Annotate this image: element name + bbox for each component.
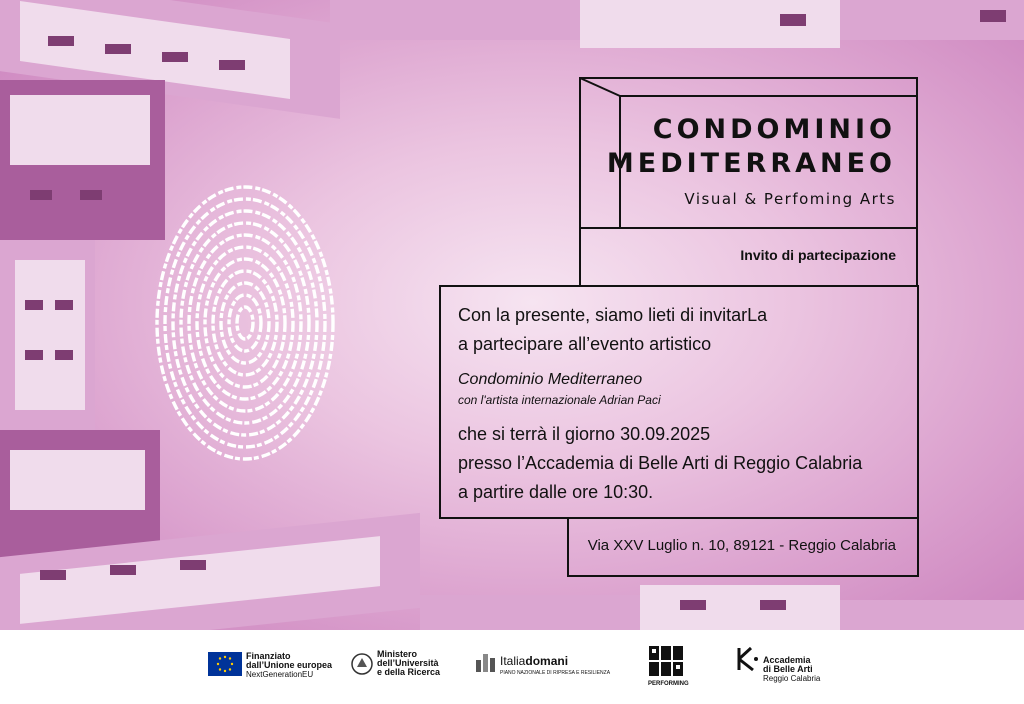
building-bottom-right (640, 585, 840, 630)
building-bottom-far-right (840, 600, 1024, 630)
performing-logo-icon (649, 646, 685, 678)
mur-emblem-icon (351, 652, 373, 676)
artist-line: con l'artista internazionale Adrian Paci (458, 393, 661, 407)
abarc-logo-icon (737, 646, 759, 672)
fingerprint-icon (150, 175, 340, 470)
footer-logos (0, 630, 1024, 704)
address: Via XXV Luglio n. 10, 89121 - Reggio Calabria (587, 537, 896, 554)
invite-line-2: a partecipare all’evento artistico (458, 334, 712, 354)
italiadomani-subtext: PIANO NAZIONALE DI RIPRESA E RESILIENZA (500, 670, 611, 676)
building-left-facade (10, 95, 150, 165)
abarc-logo-text: Accademia di Belle Arti Reggio Calabria (763, 655, 821, 683)
building-bottom-center (420, 595, 640, 630)
italiadomani-icon (476, 654, 496, 672)
invite-line-1: Con la presente, siamo lieti di invitarLa (458, 305, 768, 325)
event-title-line2: MEDITERRANEO (606, 148, 896, 179)
time-line: a partire dalle ore 10:30. (458, 482, 654, 502)
mur-logo-text: Ministero dell’Università e della Ricerca (377, 649, 441, 677)
performing-text: PERFORMING (648, 681, 689, 687)
place-line: presso l’Accademia di Belle Arti di Reggio Calabria (458, 453, 863, 473)
building-left-lower-facade (10, 450, 145, 510)
event-name: Condominio Mediterraneo (458, 371, 643, 388)
event-subtitle: Visual & Perfoming Arts (684, 190, 896, 208)
italiadomani-text: Italiadomani (500, 654, 569, 668)
eu-flag-icon (208, 652, 242, 676)
invitation-label: Invito di partecipazione (740, 247, 896, 263)
date-line: che si terrà il giorno 30.09.2025 (458, 424, 711, 444)
building-left-mid-facade (15, 260, 85, 410)
event-title-line1: CONDOMINIO (652, 114, 896, 145)
eu-logo-text: Finanziato dall’Unione europea NextGenerationEU (246, 651, 333, 679)
building-top-center (330, 0, 580, 40)
